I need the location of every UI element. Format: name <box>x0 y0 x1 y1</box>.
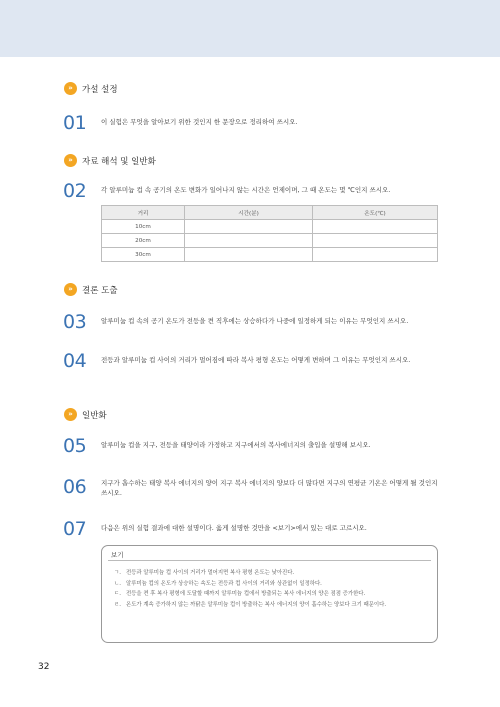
bogi-item <box>114 568 426 579</box>
item-marker: ㄴ. <box>114 580 121 587</box>
question-text: 알루미늄 컵 속의 공기 온도가 전등을 켠 직후에는 상승하다가 나중에 일정하게 되는 이유는 무엇인지 쓰시오. <box>101 317 409 325</box>
question-text: 알루미늄 컵을 지구, 전등을 태양이라 가정하고 지구에서의 복사에너지의 출입을 설명해 보시오. <box>101 441 371 449</box>
question-number: 02 <box>63 180 87 202</box>
answer-cell[interactable] <box>313 248 438 262</box>
double-chevron-right-icon: » <box>64 82 77 95</box>
question-number: 06 <box>63 476 87 498</box>
answer-cell[interactable] <box>185 248 313 262</box>
question-text: 전등과 알루미늄 컵 사이의 거리가 멀어짐에 따라 복사 평형 온도는 어떻게 변하며 그 이유는 무엇인지 쓰시오. <box>101 356 411 364</box>
bogi-items <box>114 568 426 610</box>
column-header: 온도(℃) <box>313 206 438 220</box>
question-text: 다음은 위의 실험 결과에 대한 설명이다. 옳게 설명한 것만을 <보기>에서 있는 대로 고르시오. <box>101 524 367 532</box>
bogi-item <box>114 600 426 611</box>
question-text: 지구가 흡수하는 태양 복사 에너지의 양이 지구 복사 에너지의 양보다 더 많다면 지구의 연평균 기온은 어떻게 될 것인지 쓰시오. <box>101 479 438 497</box>
item-text: 온도가 계속 증가하지 않는 까닭은 알루미늄 컵이 방출하는 복사 에너지의 양이 흡수하는 양보다 크기 때문이다. <box>126 601 387 608</box>
double-chevron-right-icon: » <box>64 154 77 167</box>
table-header-row <box>102 206 438 220</box>
answer-cell[interactable] <box>185 234 313 248</box>
double-chevron-right-icon: » <box>64 408 77 421</box>
section-title: 일반화 <box>82 410 107 421</box>
bogi-box <box>101 545 438 643</box>
question-text: 이 실험은 무엇을 알아보기 위한 것인지 한 문장으로 정리하여 쓰시오. <box>101 118 298 126</box>
bogi-item <box>114 579 426 590</box>
section-title: 자료 해석 및 일반화 <box>82 156 156 167</box>
bogi-item <box>114 589 426 600</box>
table-row <box>102 234 438 248</box>
section-hypothesis <box>64 82 118 95</box>
item-text: 알루미늄 컵의 온도가 상승하는 속도는 전등과 컵 사이의 거리와 상관없이 일정하다. <box>126 580 322 587</box>
table-row <box>102 248 438 262</box>
data-table <box>101 205 438 262</box>
table-row <box>102 220 438 234</box>
answer-cell[interactable] <box>185 220 313 234</box>
row-label: 10cm <box>102 220 185 234</box>
item-text: 전등을 켠 후 복사 평형에 도달할 때까지 알루미늄 컵에서 방출되는 복사 에너지의 양은 점점 증가한다. <box>126 591 366 597</box>
section-title: 가설 설정 <box>82 84 118 95</box>
bogi-label: 보기 <box>111 551 124 559</box>
section-conclusion <box>64 283 118 296</box>
section-analysis <box>64 154 156 167</box>
question-number: 07 <box>63 518 87 540</box>
column-header: 거리 <box>102 206 185 220</box>
item-marker: ㄹ. <box>114 601 121 608</box>
item-marker: ㄱ. <box>114 570 121 576</box>
row-label: 20cm <box>102 234 185 248</box>
answer-cell[interactable] <box>313 220 438 234</box>
header-band <box>0 0 500 57</box>
column-header: 시간(분) <box>185 206 313 220</box>
divider <box>108 560 431 561</box>
question-text: 각 알루미늄 컵 속 공기의 온도 변화가 일어나지 않는 시간은 언제이며, 그 때 온도는 몇 ℃인지 쓰시오. <box>101 186 391 194</box>
question-number: 04 <box>63 350 87 372</box>
page-number: 32 <box>38 662 50 672</box>
item-marker: ㄷ. <box>114 591 121 597</box>
question-number: 03 <box>63 311 87 333</box>
item-text: 전등과 알루미늄 컵 사이의 거리가 멀어지면 복사 평형 온도는 낮아진다. <box>126 570 295 576</box>
section-title: 결론 도출 <box>82 285 118 296</box>
double-chevron-right-icon: » <box>64 283 77 296</box>
answer-cell[interactable] <box>313 234 438 248</box>
section-generalization <box>64 408 107 421</box>
question-number: 01 <box>63 112 87 134</box>
row-label: 30cm <box>102 248 185 262</box>
question-number: 05 <box>63 435 87 457</box>
